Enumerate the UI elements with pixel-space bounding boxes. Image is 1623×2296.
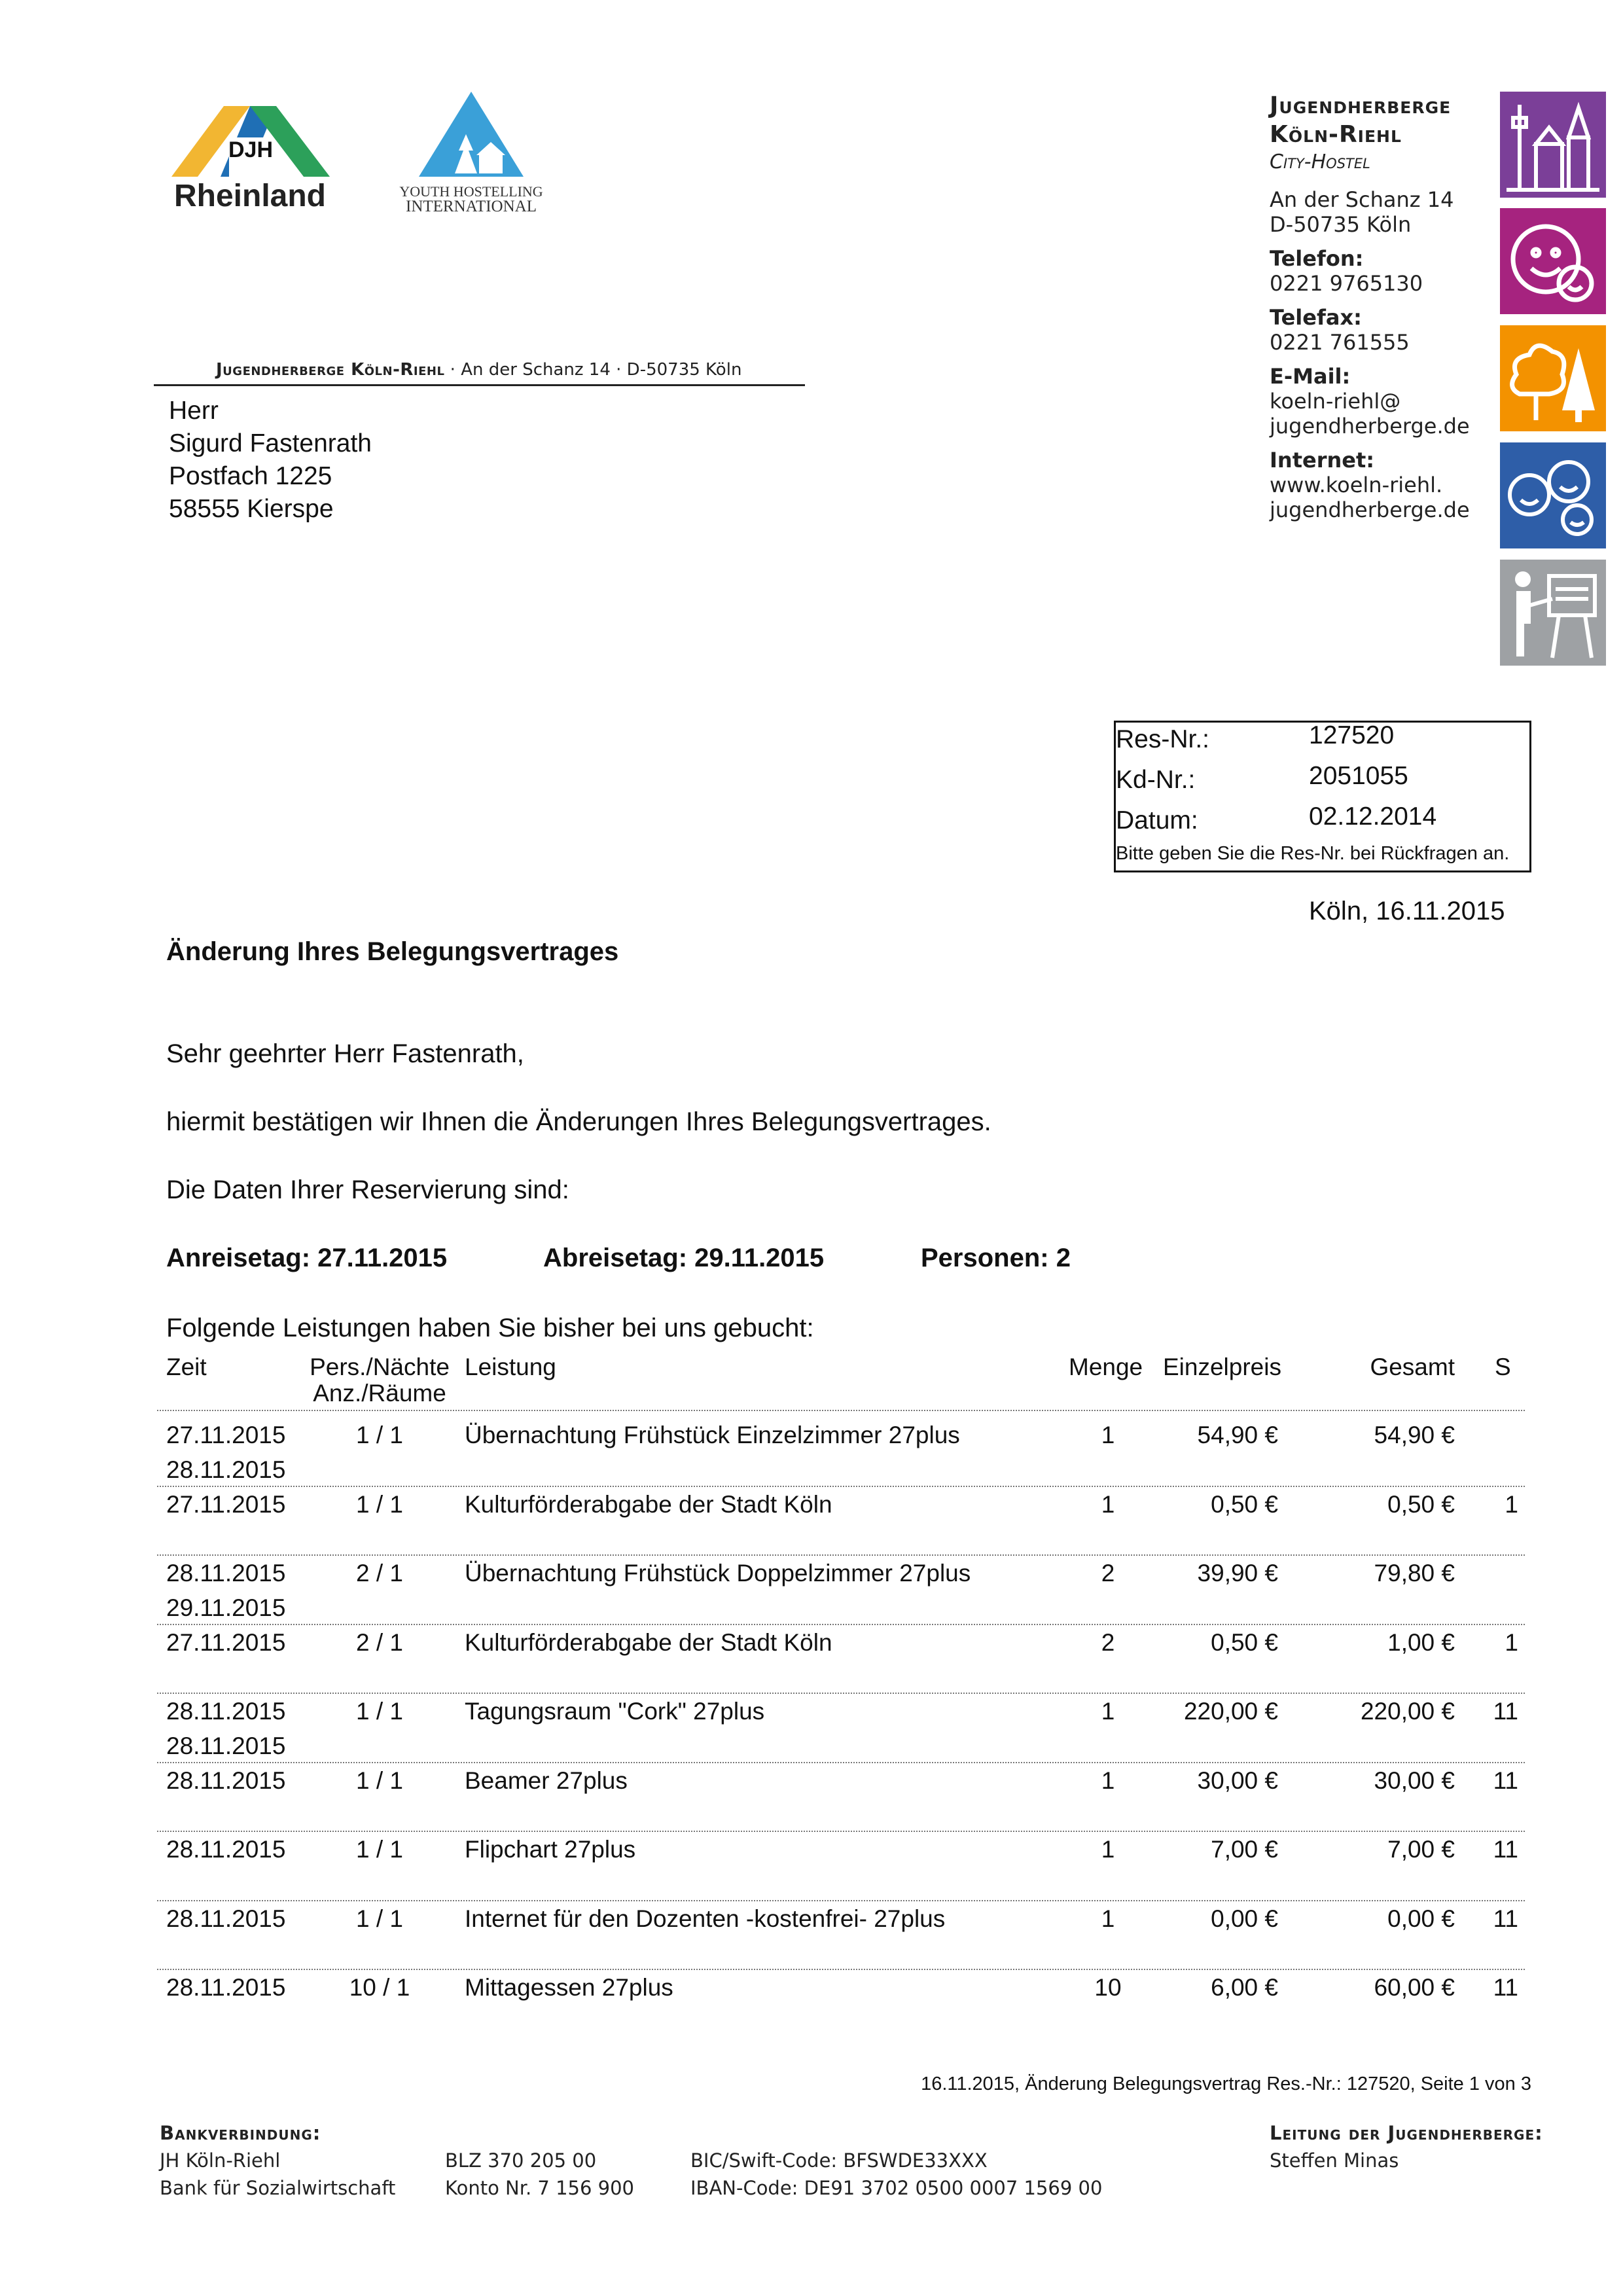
- cell-pers-rooms: 1 / 1: [356, 1490, 403, 1518]
- cell-unit-price: 220,00 €: [1183, 1698, 1278, 1725]
- cell-quantity: 1: [1101, 1905, 1115, 1932]
- cell-s: 1: [1505, 1628, 1518, 1656]
- cell-pers-rooms: 2 / 1: [356, 1628, 403, 1656]
- cell-service: Übernachtung Frühstück Doppelzimmer 27plus: [465, 1560, 971, 1587]
- cell-date: 28.11.2015: [166, 1767, 286, 1794]
- teacher-board-icon: [1500, 560, 1606, 666]
- services-intro: Folgende Leistungen haben Sie bisher bei uns gebucht:: [166, 1314, 814, 1342]
- cell-total: 54,90 €: [1374, 1422, 1455, 1448]
- cell-unit-price: 30,00 €: [1197, 1767, 1278, 1794]
- cell-pers-rooms: 10 / 1: [349, 1974, 410, 2001]
- yhi-line1: YOUTH HOSTELLING: [399, 183, 543, 200]
- bank-blz: BLZ 370 205 00: [445, 2149, 597, 2172]
- cell-pers-rooms: 1 / 1: [356, 1698, 403, 1725]
- bank-iban: IBAN-Code: DE91 3702 0500 0007 1569 00: [690, 2177, 1103, 2199]
- internet-label: Internet:: [1270, 448, 1375, 473]
- cell-quantity: 1: [1101, 1767, 1115, 1794]
- email-label: E-Mail:: [1270, 364, 1351, 389]
- cell-total: 7,00 €: [1387, 1836, 1455, 1863]
- col-header-gesamt: Gesamt: [1370, 1354, 1455, 1380]
- cell-unit-price: 39,90 €: [1197, 1560, 1278, 1587]
- cell-total: 79,80 €: [1374, 1560, 1455, 1587]
- res-value: 127520: [1309, 721, 1395, 749]
- cell-s: 11: [1493, 1767, 1518, 1794]
- hostel-name-line1: Jugendherberge: [1270, 92, 1452, 119]
- phone-value: 0221 9765130: [1270, 271, 1423, 296]
- bank-heading: Bankverbindung:: [160, 2122, 321, 2144]
- greeting: Sehr geehrter Herr Fastenrath,: [166, 1039, 524, 1068]
- bank-holder: JH Köln-Riehl: [160, 2149, 281, 2172]
- row-divider: [157, 1762, 1525, 1763]
- recipient-name: Sigurd Fastenrath: [169, 429, 372, 457]
- cell-pers-rooms: 2 / 1: [356, 1560, 403, 1587]
- row-divider: [157, 1693, 1525, 1694]
- yhi-tree-house-icon: [393, 88, 550, 219]
- cell-unit-price: 0,50 €: [1211, 1490, 1278, 1518]
- cell-date: 28.11.2015: [166, 1698, 286, 1725]
- cell-quantity: 1: [1101, 1836, 1115, 1863]
- yhi-logo: [393, 88, 550, 219]
- recipient-salutation: Herr: [169, 397, 219, 425]
- cell-quantity: 1: [1101, 1698, 1115, 1725]
- cell-pers-rooms: 1 / 1: [356, 1767, 403, 1794]
- page-footer-reference: 16.11.2015, Änderung Belegungsvertrag Res.-Nr.: 127520, Seite 1 von 3: [921, 2073, 1531, 2094]
- cell-unit-price: 0,00 €: [1211, 1905, 1278, 1932]
- bank-swift-block: [690, 2147, 1102, 2202]
- col-header-einzelpreis: Einzelpreis: [1163, 1354, 1281, 1380]
- kd-value: 2051055: [1309, 762, 1408, 790]
- cell-date-end: 28.11.2015: [166, 1456, 286, 1483]
- cell-service: Kulturförderabgabe der Stadt Köln: [465, 1628, 832, 1656]
- cell-total: 220,00 €: [1360, 1698, 1455, 1725]
- recipient-address: [169, 395, 372, 526]
- cell-s: 1: [1505, 1490, 1518, 1518]
- row-divider: [157, 1831, 1525, 1832]
- row-divider: [157, 1969, 1525, 1970]
- cell-pers-rooms: 1 / 1: [356, 1905, 403, 1932]
- cell-unit-price: 0,50 €: [1211, 1628, 1278, 1656]
- col-header-menge: Menge: [1069, 1354, 1143, 1380]
- recipient-postbox: Postfach 1225: [169, 462, 332, 490]
- management-block: [1270, 2119, 1543, 2174]
- cell-service: Flipchart 27plus: [465, 1836, 636, 1863]
- djh-rheinland-logo: [158, 98, 342, 213]
- fax-value: 0221 761555: [1270, 330, 1410, 355]
- cell-quantity: 1: [1101, 1490, 1115, 1518]
- row-divider: [157, 1624, 1525, 1625]
- cell-total: 0,50 €: [1387, 1490, 1455, 1518]
- phone-label: Telefon:: [1270, 246, 1364, 271]
- email-line1: koeln-riehl@: [1270, 389, 1401, 414]
- bank-konto: Konto Nr. 7 156 900: [445, 2177, 635, 2199]
- persons-count: Personen: 2: [921, 1244, 1071, 1272]
- arrival-date: Anreisetag: 27.11.2015: [166, 1244, 448, 1272]
- cell-pers-rooms: 1 / 1: [356, 1836, 403, 1863]
- col-header-anz-raeume: Anz./Räume: [313, 1380, 446, 1407]
- djh-triangle-icon: [158, 98, 342, 213]
- djh-letters: DJH: [228, 137, 274, 162]
- cell-service: Tagungsraum "Cork" 27plus: [465, 1698, 765, 1725]
- cell-service: Mittagessen 27plus: [465, 1974, 673, 2001]
- departure-date: Abreisetag: 29.11.2015: [543, 1244, 825, 1272]
- hostel-name-line2: Köln-Riehl: [1270, 121, 1402, 148]
- cell-service: Übernachtung Frühstück Einzelzimmer 27plus: [465, 1422, 960, 1448]
- col-header-zeit: Zeit: [166, 1354, 207, 1380]
- cell-date: 28.11.2015: [166, 1836, 286, 1863]
- hostel-street: An der Schanz 14: [1270, 187, 1454, 212]
- cell-service: Internet für den Dozenten -kostenfrei- 27plus: [465, 1905, 946, 1932]
- internet-line1: www.koeln-riehl.: [1270, 473, 1443, 497]
- col-header-s: S: [1495, 1354, 1511, 1380]
- cell-date: 27.11.2015: [166, 1628, 286, 1656]
- cell-date: 28.11.2015: [166, 1560, 286, 1587]
- reference-note: Bitte geben Sie die Res-Nr. bei Rückfragen an.: [1116, 843, 1510, 864]
- bank-name: Bank für Sozialwirtschaft: [160, 2177, 396, 2199]
- cell-service: Kulturförderabgabe der Stadt Köln: [465, 1490, 832, 1518]
- row-divider: [157, 1554, 1525, 1556]
- cell-total: 1,00 €: [1387, 1628, 1455, 1656]
- management-name: Steffen Minas: [1270, 2149, 1399, 2172]
- email-line2: jugendherberge.de: [1270, 414, 1470, 439]
- globe-smiley-icon: [1500, 208, 1606, 314]
- trees-icon: [1500, 325, 1606, 431]
- intro-text: hiermit bestätigen wir Ihnen die Änderungen Ihres Belegungsvertrages.: [166, 1107, 991, 1136]
- cell-date-end: 28.11.2015: [166, 1732, 286, 1759]
- table-header-divider: [157, 1410, 1525, 1411]
- sender-divider: [154, 384, 805, 386]
- letter-subject: Änderung Ihres Belegungsvertrages: [166, 937, 619, 966]
- city-skyline-icon: [1500, 92, 1606, 198]
- djh-region-text: Rheinland: [173, 179, 327, 213]
- cell-date-end: 29.11.2015: [166, 1594, 286, 1621]
- cell-date: 27.11.2015: [166, 1422, 286, 1448]
- cell-total: 0,00 €: [1387, 1905, 1455, 1932]
- bank-account-block: [445, 2147, 634, 2202]
- management-heading: Leitung der Jugendherberge:: [1270, 2122, 1543, 2144]
- sender-address: · An der Schanz 14 · D-50735 Köln: [444, 360, 742, 380]
- cell-quantity: 2: [1101, 1628, 1115, 1656]
- cell-unit-price: 7,00 €: [1211, 1836, 1278, 1863]
- data-intro-text: Die Daten Ihrer Reservierung sind:: [166, 1175, 569, 1204]
- hostel-contact-block: [1270, 92, 1518, 522]
- kd-label: Kd-Nr.:: [1116, 766, 1196, 794]
- cell-unit-price: 6,00 €: [1211, 1974, 1278, 2001]
- cell-date: 28.11.2015: [166, 1905, 286, 1932]
- sender-name: Jugendherberge Köln-Riehl: [216, 360, 445, 380]
- bank-holder-block: [160, 2119, 395, 2202]
- cell-total: 30,00 €: [1374, 1767, 1455, 1794]
- recipient-city: 58555 Kierspe: [169, 495, 334, 523]
- cell-s: 11: [1493, 1974, 1518, 2001]
- cell-s: 11: [1493, 1905, 1518, 1932]
- cell-quantity: 10: [1094, 1974, 1122, 2001]
- cell-quantity: 2: [1101, 1560, 1115, 1587]
- hostel-subtitle: City-Hostel: [1270, 151, 1370, 173]
- cell-date: 27.11.2015: [166, 1490, 286, 1518]
- col-header-leistung: Leistung: [465, 1354, 556, 1380]
- cell-s: 11: [1493, 1836, 1518, 1863]
- hostel-city: D-50735 Köln: [1270, 212, 1412, 237]
- place-date: Köln, 16.11.2015: [1309, 897, 1505, 925]
- faces-icon: [1500, 442, 1606, 548]
- date-value: 02.12.2014: [1309, 802, 1437, 831]
- cell-total: 60,00 €: [1374, 1974, 1455, 2001]
- cell-date: 28.11.2015: [166, 1974, 286, 2001]
- yhi-line2: INTERNATIONAL: [406, 198, 537, 215]
- internet-line2: jugendherberge.de: [1270, 497, 1470, 522]
- fax-label: Telefax:: [1270, 305, 1362, 330]
- cell-quantity: 1: [1101, 1422, 1115, 1448]
- cell-unit-price: 54,90 €: [1197, 1422, 1278, 1448]
- col-header-pers-naechte: Pers./Nächte: [310, 1354, 450, 1380]
- bank-bic: BIC/Swift-Code: BFSWDE33XXX: [690, 2149, 988, 2172]
- cell-pers-rooms: 1 / 1: [356, 1422, 403, 1448]
- date-label: Datum:: [1116, 806, 1198, 834]
- cell-s: 11: [1493, 1698, 1518, 1725]
- sender-address-line: [216, 360, 741, 380]
- cell-service: Beamer 27plus: [465, 1767, 628, 1794]
- row-divider: [157, 1900, 1525, 1901]
- row-divider: [157, 1486, 1525, 1487]
- res-label: Res-Nr.:: [1116, 725, 1210, 753]
